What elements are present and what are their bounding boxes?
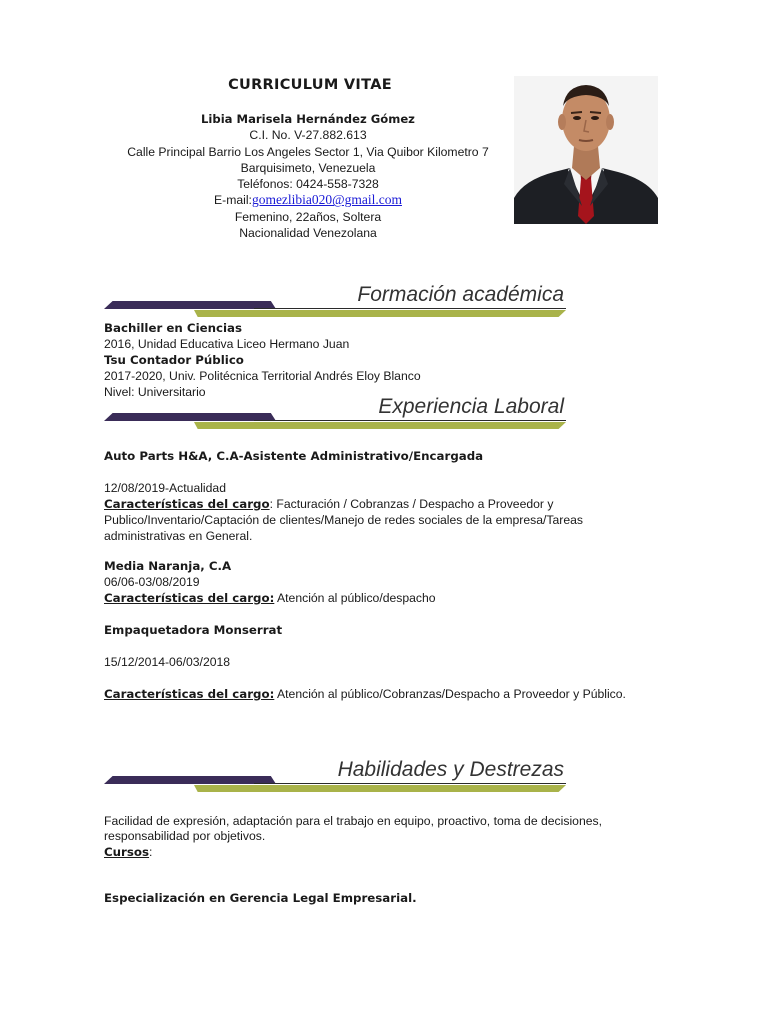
job-company: Auto Parts H&A, C.A-Asistente Administrativo/Encargada xyxy=(104,449,484,463)
divider-line xyxy=(254,308,566,309)
courses-colon: : xyxy=(149,845,153,859)
job-tasks-text: administrativas en General. xyxy=(104,529,253,543)
courses-heading xyxy=(104,844,664,860)
page-title: CURRICULUM VITAE xyxy=(228,77,392,93)
email-row xyxy=(92,192,524,208)
candidate-name: Libia Marisela Hernández Gómez xyxy=(201,112,415,126)
spacer xyxy=(104,464,664,480)
job-entry xyxy=(104,622,664,702)
education-detail: 2016, Unidad Educativa Liceo Hermano Juan xyxy=(104,337,350,351)
email-label: E-mail: xyxy=(214,193,252,208)
job-entry xyxy=(104,558,664,606)
dark-accent-bar xyxy=(104,301,276,309)
education-level: Nivel: Universitario xyxy=(104,385,206,399)
nationality: Nacionalidad Venezolana xyxy=(239,226,377,241)
education-block xyxy=(104,320,664,400)
email-link[interactable]: gomezlibia020@gmail.com xyxy=(251,192,402,208)
spacer xyxy=(104,670,664,686)
job-tasks-label: Características del cargo: xyxy=(104,687,275,701)
olive-accent-bar xyxy=(194,310,566,317)
course-title: Especialización en Gerencia Legal Empresarial. xyxy=(104,891,417,905)
id-number: C.I. No. V-27.882.613 xyxy=(249,128,367,143)
job-dates: 06/06-03/08/2019 xyxy=(104,575,200,589)
olive-accent-bar xyxy=(194,785,566,792)
job-dates: 15/12/2014-06/03/2018 xyxy=(104,655,231,669)
skills-text: responsabilidad por objetivos. xyxy=(104,829,266,843)
dark-accent-bar xyxy=(104,413,276,421)
spacer xyxy=(104,638,664,654)
section-header-formacion xyxy=(104,285,574,323)
job-company: Media Naranja, C.A xyxy=(104,559,232,573)
job-dates: 12/08/2019-Actualidad xyxy=(104,481,226,495)
personal-info: Femenino, 22años, Soltera xyxy=(234,209,382,224)
section-title-habilidades: Habilidades y Destrezas xyxy=(337,758,564,781)
job-tasks xyxy=(104,496,664,512)
course-item xyxy=(104,890,664,906)
education-degree: Bachiller en Ciencias xyxy=(104,321,243,335)
job-entry xyxy=(104,448,664,544)
olive-accent-bar xyxy=(194,422,566,429)
job-tasks-label: Características del cargo: xyxy=(104,591,275,605)
courses-label: Cursos xyxy=(104,845,150,859)
job-tasks xyxy=(104,686,664,702)
job-tasks-text: Atención al público/Cobranzas/Despacho a Proveedor y Público. xyxy=(274,687,626,701)
portrait-photo xyxy=(514,76,658,224)
divider-line xyxy=(254,420,566,421)
divider-line xyxy=(254,783,566,784)
section-title-experiencia: Experiencia Laboral xyxy=(378,395,564,418)
education-detail: 2017-2020, Univ. Politécnica Territorial Andrés Eloy Blanco xyxy=(104,369,421,383)
section-header-experiencia xyxy=(104,397,574,435)
dark-accent-bar xyxy=(104,776,276,784)
section-title-formacion: Formación académica xyxy=(357,283,564,306)
job-company: Empaquetadora Monserrat xyxy=(104,623,283,637)
contact-block xyxy=(92,111,524,241)
education-degree: Tsu Contador Público xyxy=(104,353,244,367)
skills-text: Facilidad de expresión, adaptación para el trabajo en equipo, proactivo, toma de decisiones, xyxy=(104,814,602,828)
job-tasks xyxy=(104,590,664,606)
skills-block xyxy=(104,813,664,860)
job-tasks-text: Atención al público/despacho xyxy=(274,591,436,605)
section-header-habilidades xyxy=(104,760,574,798)
address-line-1: Calle Principal Barrio Los Angeles Sector 1, Via Quibor Kilometro 7 xyxy=(127,144,489,159)
address-line-2: Barquisimeto, Venezuela xyxy=(240,160,376,175)
job-tasks-label: Características del cargo xyxy=(104,497,270,511)
job-tasks-text: Publico/Inventario/Captación de clientes/Manejo de redes sociales de la empresa/Tareas xyxy=(104,513,583,527)
job-tasks-text: : Facturación / Cobranzas / Despacho a Proveedor y xyxy=(269,497,554,511)
phones: Teléfonos: 0424-558-7328 xyxy=(237,177,379,192)
